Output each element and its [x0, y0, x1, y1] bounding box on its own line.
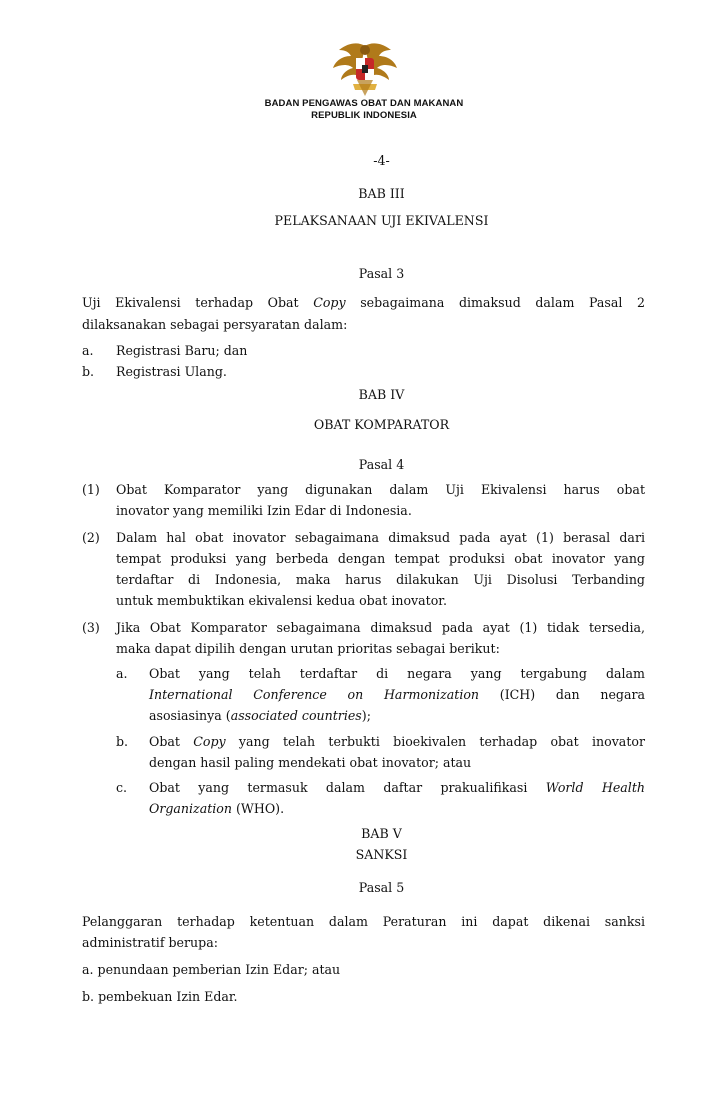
- list-item: Registrasi Baru; dan: [116, 343, 248, 358]
- institution-country: REPUBLIK INDONESIA: [311, 110, 417, 121]
- list-item: a. penundaan pemberian Izin Edar; atau: [82, 962, 341, 977]
- page-number: -4-: [373, 153, 390, 168]
- chapter-subtitle: OBAT KOMPARATOR: [313, 417, 450, 432]
- paragraph-line: asosiasinya (associated countries);: [149, 708, 371, 723]
- list-label: (3): [82, 620, 100, 635]
- paragraph-line: inovator yang memiliki Izin Edar di Indonesia.: [116, 503, 412, 518]
- list-item: Registrasi Ulang.: [116, 364, 227, 379]
- list-item: b. pembekuan Izin Edar.: [82, 989, 238, 1004]
- paragraph-line: Pelanggaran terhadap ketentuan dalam Peraturan ini dapat dikenai sanksi: [82, 914, 645, 929]
- paragraph-line: dengan hasil paling mendekati obat inovator; atau: [149, 755, 472, 770]
- paragraph-line: untuk membuktikan ekivalensi kedua obat inovator.: [116, 593, 447, 608]
- paragraph-line: maka dapat dipilih dengan urutan prioritas sebagai berikut:: [116, 641, 500, 656]
- list-label: (1): [82, 482, 100, 497]
- paragraph-line: tempat produksi yang berbeda dengan tempat produksi obat inovator yang: [116, 551, 645, 566]
- list-label: a.: [116, 666, 128, 681]
- chapter-subtitle: PELAKSANAAN UJI EKIVALENSI: [274, 213, 489, 228]
- chapter-title: BAB IV: [358, 387, 405, 402]
- paragraph-line: Jika Obat Komparator sebagaimana dimaksud pada ayat (1) tidak tersedia,: [116, 620, 645, 635]
- paragraph-line: administratif berupa:: [82, 935, 218, 950]
- list-label: a.: [82, 343, 94, 358]
- paragraph-line: Obat Komparator yang digunakan dalam Uji Ekivalensi harus obat: [116, 482, 645, 497]
- list-label: b.: [116, 734, 129, 749]
- paragraph-line: dilaksanakan sebagai persyaratan dalam:: [82, 317, 348, 332]
- list-label: (2): [82, 530, 100, 545]
- list-label: c.: [116, 780, 128, 795]
- paragraph-line: terdaftar di Indonesia, maka harus dilakukan Uji Disolusi Terbanding: [116, 572, 645, 587]
- article-title: Pasal 4: [358, 457, 405, 472]
- paragraph-line: Obat yang termasuk dalam daftar prakualifikasi World Health: [149, 780, 645, 795]
- chapter-title: BAB V: [361, 826, 402, 841]
- paragraph-line: Dalam hal obat inovator sebagaimana dimaksud pada ayat (1) berasal dari: [116, 530, 645, 545]
- paragraph-line: Organization (WHO).: [149, 801, 285, 816]
- paragraph-line: Obat Copy yang telah terbukti bioekivalen terhadap obat inovator: [149, 734, 645, 749]
- article-title: Pasal 5: [358, 880, 405, 895]
- garuda-emblem-icon: [331, 40, 399, 98]
- paragraph-line: Uji Ekivalensi terhadap Obat Copy sebagaimana dimaksud dalam Pasal 2: [82, 295, 646, 310]
- list-label: b.: [82, 364, 95, 379]
- article-title: Pasal 3: [358, 266, 405, 281]
- chapter-subtitle: SANKSI: [355, 847, 408, 862]
- paragraph-line: Obat yang telah terdaftar di negara yang tergabung dalam: [149, 666, 645, 681]
- paragraph-line: International Conference on Harmonization (ICH) dan negara: [149, 687, 645, 702]
- institution-name: BADAN PENGAWAS OBAT DAN MAKANAN: [264, 98, 464, 109]
- chapter-title: BAB III: [358, 186, 405, 201]
